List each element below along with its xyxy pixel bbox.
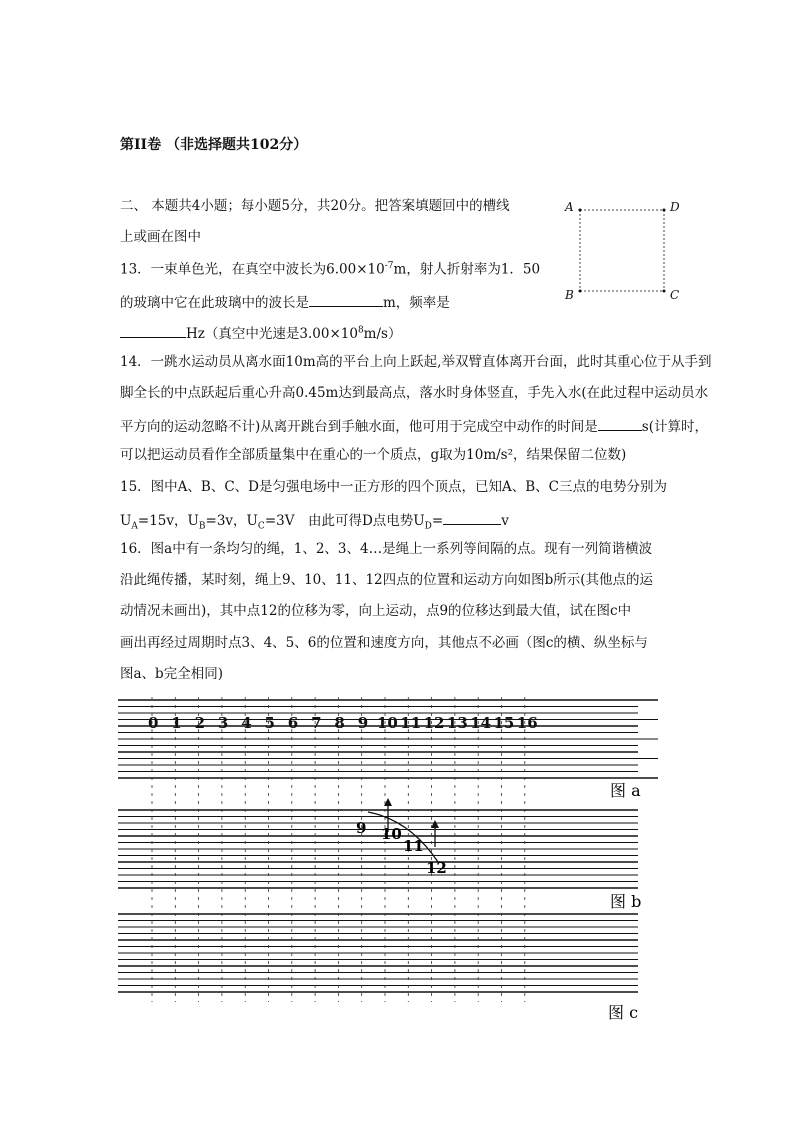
q15-line2 xyxy=(120,512,509,532)
q13-text-f: m/s） xyxy=(363,326,402,342)
label-c: C xyxy=(670,288,680,302)
q13-text-d: m，频率是 xyxy=(383,295,450,311)
b-point-12: 12 xyxy=(426,859,447,877)
q13-wavelength-blank[interactable] xyxy=(309,294,383,307)
b-point-9: 9 xyxy=(356,819,367,837)
q15-sub-c: C xyxy=(257,521,265,532)
q14-line4: 可以把运动员看作全部质量集中在重心的一个质点，g取为10m/s²，结果保留二位数) xyxy=(120,447,627,463)
figure-a-label: 图 a xyxy=(610,781,641,800)
q14-line2: 脚全长的中点跃起后重心升高0.45m达到最高点，落水时身体竖直，手先入水(在此过程中运动员水 xyxy=(120,385,709,401)
q16-line4: 画出再经过周期时点3、4、5、6的位置和速度方向，其他点不必画（图c的横、纵坐标与 xyxy=(120,635,648,651)
q15-sub-a: A xyxy=(131,521,138,532)
q14-line3 xyxy=(120,418,708,435)
point-number-15: 15 xyxy=(493,714,515,732)
point-number-16: 16 xyxy=(516,714,538,732)
q15-text-d: =3V 由此可得D点电势U xyxy=(264,513,425,529)
point-number-14: 14 xyxy=(470,714,492,732)
square-figure xyxy=(560,196,690,308)
q13-text-b: m，射人折射率为1．50 xyxy=(393,261,541,278)
point-labels xyxy=(148,714,538,732)
point-number-6: 6 xyxy=(287,714,299,732)
point-number-5: 5 xyxy=(264,714,275,732)
point-number-3: 3 xyxy=(217,714,229,732)
q15-text-b: =15v，U xyxy=(137,513,199,529)
q15-text-e: = xyxy=(431,513,444,529)
figure-b-label: 图 b xyxy=(610,892,642,911)
point-number-2: 2 xyxy=(194,714,206,732)
q13-text-e: Hz（真空中光速是3.00×10 xyxy=(186,326,358,342)
section-title: 第II卷 （非选择题共102分） xyxy=(120,137,308,153)
q15-text-f: v xyxy=(501,513,509,529)
point-number-10: 10 xyxy=(377,714,398,732)
q16-line1: 16．图a中有一条均匀的绳，1、2、3、4…是绳上一系列等间隔的点。现有一列简谐横波 xyxy=(120,541,653,557)
wave-figure xyxy=(118,692,663,1022)
q15-sub-b: B xyxy=(198,521,206,532)
q13-frequency-blank[interactable] xyxy=(120,325,186,338)
q14-line1: 14．一跳水运动员从离水面10m高的平台上向上跃起,举双臂直体离开台面，此时其重心位于从手到 xyxy=(120,354,712,370)
vertex-d xyxy=(663,209,666,212)
grid-lines xyxy=(118,700,658,992)
q13-text-a: 13．一束单色光，在真空中波长为6.00×10 xyxy=(120,261,385,278)
b-point-10: 10 xyxy=(381,825,402,843)
label-d: D xyxy=(670,200,680,214)
point-number-1: 1 xyxy=(171,714,182,732)
q15-text-c: =3v，U xyxy=(205,513,258,529)
q13-text-c: 的玻璃中它在此玻璃中的波长是 xyxy=(120,295,309,311)
arrow-12-head xyxy=(431,820,439,828)
q14-text-a: 平方向的运动忽略不计)从离开跳台到手触水面，他可用于完成空中动作的时间是 xyxy=(120,419,598,435)
point-number-11: 11 xyxy=(400,714,422,732)
q16-line2: 沿此绳传播，某时刻，绳上9、10、11、12四点的位置和运动方向如图b所示(其他点的运 xyxy=(120,572,654,588)
q14-time-blank[interactable] xyxy=(598,418,642,431)
point-number-0: 0 xyxy=(148,714,159,732)
label-b: B xyxy=(565,288,574,302)
q13-line2 xyxy=(120,294,450,311)
vertex-c xyxy=(663,290,666,293)
q16-line5: 图a、b完全相同) xyxy=(120,666,223,682)
q13-line3 xyxy=(120,325,401,342)
point-number-7: 7 xyxy=(311,714,322,732)
part2-intro-line2: 上或画在图中 xyxy=(120,229,201,245)
q13-exponent: -7 xyxy=(384,261,394,271)
q13-exponent-2: 8 xyxy=(357,325,364,336)
point-number-13: 13 xyxy=(446,714,468,732)
q13-line1 xyxy=(120,262,540,277)
b-point-11: 11 xyxy=(403,837,424,855)
q16-line3: 动情况未画出)，其中点12的位移为零，向上运动，点9的位移达到最大值，试在图c中 xyxy=(120,603,632,619)
figure-c-label: 图 c xyxy=(608,1003,639,1022)
q15-potential-blank[interactable] xyxy=(443,512,501,525)
vertex-b xyxy=(579,290,582,293)
q15-text-a: U xyxy=(120,513,132,529)
label-a: A xyxy=(565,200,574,214)
vertex-a xyxy=(579,209,582,212)
point-number-9: 9 xyxy=(357,714,369,732)
q14-text-b: s(计算时， xyxy=(641,419,708,435)
q15-line1: 15．图中A、B、C、D是匀强电场中一正方形的四个顶点，已知A、B、C三点的电势分别为 xyxy=(120,479,667,495)
q15-sub-d: D xyxy=(424,521,432,532)
point-number-4: 4 xyxy=(241,714,252,732)
wave-diagram xyxy=(118,692,663,1022)
part2-intro-line1: 二、 本题共4小题；每小题5分，共20分。把答案填题回中的槽线 xyxy=(120,198,510,214)
point-number-8: 8 xyxy=(334,714,345,732)
point-number-12: 12 xyxy=(423,714,445,732)
